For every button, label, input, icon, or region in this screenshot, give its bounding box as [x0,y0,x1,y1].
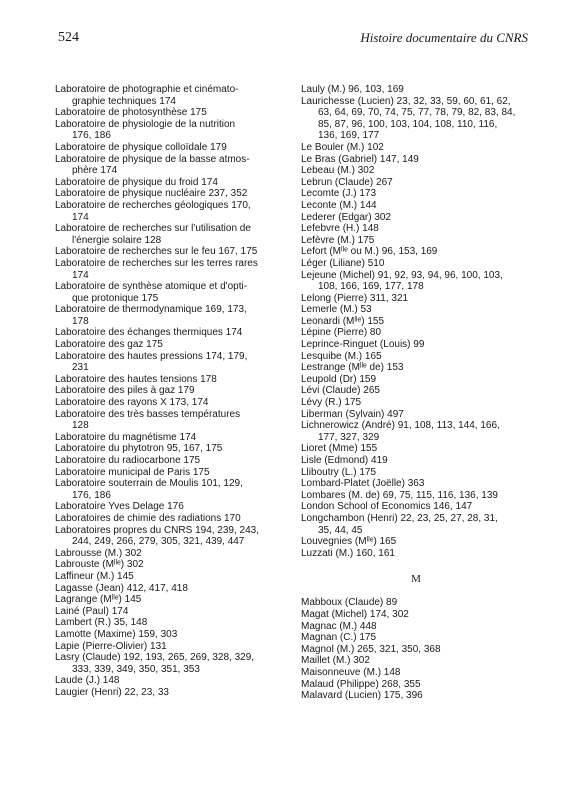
index-entry: Lamotte (Maxime) 159, 303 [55,628,178,640]
index-entry: Lépine (Pierre) 80 [301,327,382,339]
index-entry: Lapie (Pierre-Olivier) 131 [55,640,167,652]
index-entry: Luzzati (M.) 160, 161 [301,547,395,559]
index-entry: Laurichesse (Lucien) 23, 32, 33, 59, 60, 61, 62, 63, 64, 69, 70, 74, 75, 77, 78, 79, 82, 83, 84, 85, 87, 96, 100, 103, 104, 108, 110, 116, 136, 169, 177 [301,95,516,142]
index-entry: Lejeune (Michel) 91, 92, 93, 94, 96, 100, 103, 108, 166, 169, 177, 178 [301,269,503,293]
index-entry: Laboratoire des rayons X 173, 174 [55,397,209,409]
index-entry: Laboratoire de thermodynamique 169, 173, 178 [55,304,247,327]
index-entry: Laboratoire de recherches sur l'utilisation de l'énergie solaire 128 [55,223,251,246]
index-entry: Leupold (Dr) 159 [301,373,377,385]
index-entry: Lebrun (Claude) 267 [301,176,393,188]
index-entry: Leconte (M.) 144 [301,199,377,211]
index-entry: Laboratoire du radiocarbone 175 [55,455,201,466]
index-entry: Lioret (Mme) 155 [301,443,378,455]
index-entry: Lefort (Mˡˡᵉ ou M.) 96, 153, 169 [301,246,438,258]
index-entry: Magnan (C.) 175 [301,632,377,644]
index-entries-l [301,84,531,559]
index-entry: Laboratoire du magnétisme 174 [55,431,197,443]
index-entry: Laboratoire des très basses températures 128 [55,408,241,432]
index-entry: Laboratoire de recherches sur le feu 167, 175 [55,246,258,258]
index-entry: Laboratoire des gaz 175 [55,339,163,351]
page-header [58,30,528,50]
index-entry: Laboratoire de physiologie de la nutrition 176, 186 [55,118,236,142]
index-entry: Lesquibe (M.) 165 [301,350,382,362]
index-entry: Lefebvre (H.) 148 [301,223,379,235]
index-entry: London School of Economics 146, 147 [301,501,473,513]
index-entry: Laugier (Henri) 22, 23, 33 [55,686,169,698]
index-entry: Louvegnies (Mˡˡᵉ) 165 [301,536,397,548]
index-entry: Lemerle (M.) 53 [301,304,372,316]
index-entry: Lebeau (M.) 302 [301,165,375,177]
index-entry: Laboratoires propres du CNRS 194, 239, 243, 244, 249, 266, 279, 305, 321, 439, 447 [55,524,260,548]
index-entry: Lévy (R.) 175 [301,397,362,409]
index-entry: Leonardi (Mˡˡᵉ) 155 [301,315,385,327]
index-entry: Lecomte (J.) 173 [301,188,377,200]
index-entry: Laboratoire de physique colloïdale 179 [55,141,227,153]
index-entry: Lagrange (Mˡˡᵉ) 145 [55,594,142,606]
index-entry: Laboratoire de physique nucléaire 237, 352 [55,188,248,200]
index-entry: Laboratoire de recherches sur les terres rares 174 [55,257,258,281]
index-entry: Laboratoires de chimie des radiations 170 [55,512,241,524]
index-entry: Laboratoire de photographie et cinémato- graphie techniques 174 [55,84,239,107]
index-entry: Lévi (Claude) 265 [301,385,380,397]
index-entry: Lasry (Claude) 192, 193, 265, 269, 328, 329, 333, 339, 349, 350, 351, 353 [55,652,255,675]
index-entry: Laboratoire municipal de Paris 175 [55,466,210,478]
index-entry: Maillet (M.) 302 [301,655,370,667]
index-entry: Longchambon (Henri) 22, 23, 25, 27, 28, 31, 35, 44, 45 [301,512,498,536]
index-entry: Lisle (Edmond) 419 [301,455,388,466]
index-entry: Lombard-Platet (Joëlle) 363 [301,478,425,490]
index-entry: Laboratoire des hautes pressions 174, 179, 231 [55,350,248,374]
index-entry: Laboratoire des hautes tensions 178 [55,373,217,385]
index-column-left [55,84,293,698]
running-title: Histoire documentaire du CNRS [360,30,528,45]
index-entry: Lombares (M. de) 69, 75, 115, 116, 136, 139 [301,489,498,501]
index-entry: Leprince-Ringuet (Louis) 99 [301,339,425,351]
index-entry: Lliboutry (L.) 175 [301,466,377,478]
index-entry: Laboratoire du phytotron 95, 167, 175 [55,443,223,455]
index-entry: Liberman (Sylvain) 497 [301,408,404,420]
page-number: 524 [58,30,79,45]
index-entry: Laude (J.) 148 [55,675,120,687]
index-entry: Malavard (Lucien) 175, 396 [301,690,423,702]
index-entry: Laffineur (M.) 145 [55,570,134,582]
index-column-right [301,84,531,702]
index-entry: Laboratoire des piles à gaz 179 [55,385,195,397]
index-entry: Lelong (Pierre) 311, 321 [301,292,409,304]
index-entry: Léger (Liliane) 510 [301,257,385,269]
index-entry: Laboratoire de physique du froid 174 [55,176,218,188]
index-entry: Lagasse (Jean) 412, 417, 418 [55,582,188,594]
index-entry: Lambert (R.) 35, 148 [55,617,148,629]
index-entry: Lederer (Edgar) 302 [301,211,392,223]
index-entry: Laboratoire de synthèse atomique et d'opti- que protonique 175 [55,281,248,304]
index-entry: Le Bras (Gabriel) 147, 149 [301,153,419,165]
index-entry: Labrouste (Mˡˡᵉ) 302 [55,559,144,571]
index-entry: Malaud (Philippe) 268, 355 [301,678,421,690]
index-entry: Magnac (M.) 448 [301,620,377,632]
index-entry: Laboratoire de recherches géologiques 170, 174 [55,199,251,223]
index-entry: Lefèvre (M.) 175 [301,234,375,246]
index-entry: Laboratoire Yves Delage 176 [55,501,184,513]
index-entry: Maisonneuve (M.) 148 [301,666,401,678]
index-entry: Laboratoire de physique de la basse atmos- phère 174 [55,153,250,177]
index-entry: Lichnerowicz (André) 91, 108, 113, 144, 166, 177, 327, 329 [301,420,500,443]
index-entry: Laboratoire souterrain de Moulis 101, 129, 176, 186 [55,478,243,501]
index-entry: Lauly (M.) 96, 103, 169 [301,84,404,95]
index-entry: Laboratoire de photosynthèse 175 [55,107,207,119]
index-entry: Le Bouler (M.) 102 [301,141,384,153]
index-entries-m [301,597,531,701]
index-entry: Labrousse (M.) 302 [55,547,142,559]
index-entry: Magat (Michel) 174, 302 [301,608,409,620]
index-entry: Lainé (Paul) 174 [55,605,129,617]
index-entry: Magnol (M.) 265, 321, 350, 368 [301,643,441,655]
index-entry: Mabboux (Claude) 89 [301,597,398,609]
letter-heading: M [411,573,421,586]
index-entry: Laboratoire des échanges thermiques 174 [55,327,243,339]
index-entry: Lestrange (Mˡˡᵉ de) 153 [301,362,404,374]
